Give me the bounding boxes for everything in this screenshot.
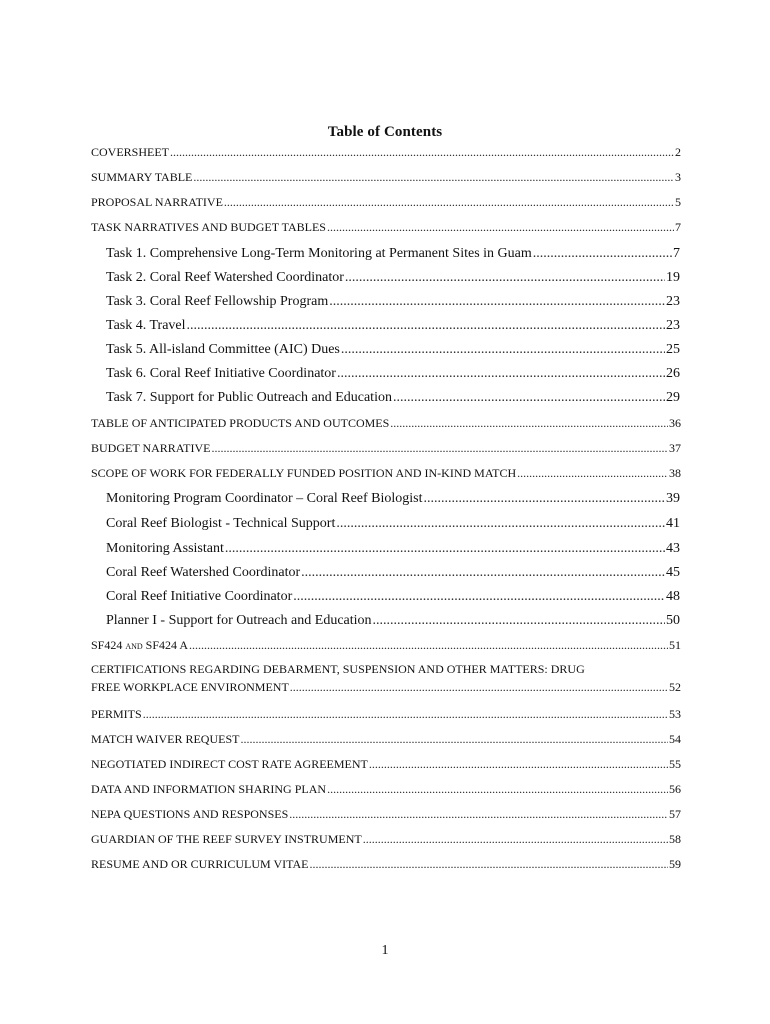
toc-entry-label: TABLE OF ANTICIPATED PRODUCTS AND OUTCOMES (91, 416, 390, 430)
toc-entry-label: Task 3. Coral Reef Fellowship Program (106, 294, 329, 309)
toc-entry-page: 58 (669, 832, 681, 846)
toc-entry-label: PROPOSAL NARRATIVE (91, 195, 223, 209)
toc-entry-watershed-coordinator[interactable] (106, 565, 680, 581)
toc-entry-label: NEGOTIATED INDIRECT COST RATE AGREEMENT (91, 757, 368, 771)
toc-entry-page: 19 (666, 270, 680, 285)
toc-entry-label: DATA AND INFORMATION SHARING PLAN (91, 782, 327, 796)
toc-entry-task-6[interactable] (106, 366, 680, 382)
toc-entry-label: SUMMARY TABLE (91, 170, 193, 184)
dot-leader (170, 145, 674, 160)
dot-leader (517, 466, 668, 481)
toc-entry-summary-table[interactable] (91, 170, 681, 185)
toc-entry-monitoring-assistant[interactable] (106, 541, 680, 557)
toc-entry-page: 55 (669, 757, 681, 771)
toc-entry-resume[interactable] (91, 857, 681, 872)
dot-leader (329, 294, 665, 310)
toc-entry-label: Task 6. Coral Reef Initiative Coordinator (106, 366, 336, 381)
toc-entry-label: Task 2. Coral Reef Watershed Coordinator (106, 270, 344, 285)
toc-entry-page: 53 (669, 707, 681, 721)
toc-entry-page: 51 (669, 638, 681, 652)
dot-leader (240, 732, 668, 747)
dot-leader (369, 757, 668, 772)
toc-entry-page: 7 (675, 220, 681, 234)
toc-entry-sf424[interactable] (91, 638, 681, 653)
toc-entry-task-7[interactable] (106, 390, 680, 406)
toc-entry-guardian-survey[interactable] (91, 832, 681, 847)
dot-leader (327, 782, 668, 797)
toc-entry-label: PERMITS (91, 707, 142, 721)
dot-leader (301, 565, 665, 581)
toc-entry-match-waiver[interactable] (91, 732, 681, 747)
toc-entry-page: 37 (669, 441, 681, 455)
dot-leader (341, 342, 665, 358)
toc-entry-page: 43 (666, 541, 680, 556)
toc-entry-page: 2 (675, 145, 681, 159)
toc-entry-label: Task 5. All-island Committee (AIC) Dues (106, 342, 340, 357)
dot-leader (289, 807, 668, 822)
dot-leader (393, 390, 665, 406)
toc-entry-label: FREE WORKPLACE ENVIRONMENT (91, 680, 289, 694)
dot-leader (327, 220, 674, 235)
toc-entry-monitoring-program-coordinator[interactable] (106, 491, 680, 507)
toc-entry-page: 23 (666, 294, 680, 309)
toc-entry-planner-i[interactable] (106, 613, 680, 629)
toc-entry-page: 52 (669, 680, 681, 694)
toc-entry-page: 56 (669, 782, 681, 796)
toc-entry-label: Task 4. Travel (106, 318, 186, 333)
toc-entry-anticipated-products[interactable] (91, 416, 681, 431)
toc-entry-task-1[interactable] (106, 246, 680, 262)
dot-leader (373, 613, 665, 629)
toc-entry-label: RESUME AND OR CURRICULUM VITAE (91, 857, 309, 871)
toc-entry-page: 54 (669, 732, 681, 746)
toc-entry-permits[interactable] (91, 707, 681, 722)
toc-entry-label: Coral Reef Initiative Coordinator (106, 589, 293, 604)
toc-entry-technical-support[interactable] (106, 516, 680, 532)
toc-entry-label-line1: CERTIFICATIONS REGARDING DEBARMENT, SUSPENSION AND OTHER MATTERS: DRUG (91, 662, 585, 676)
dot-leader (224, 195, 674, 210)
dot-leader (187, 318, 665, 334)
toc-entry-proposal-narrative[interactable] (91, 195, 681, 210)
dot-leader (293, 589, 665, 605)
dot-leader (337, 366, 665, 382)
toc-entry-task-4[interactable] (106, 318, 680, 334)
dot-leader (189, 638, 668, 653)
toc-entry-page: 3 (675, 170, 681, 184)
toc-entry-line2 (91, 680, 681, 695)
dot-leader (424, 491, 665, 507)
toc-entry-label: Task 1. Comprehensive Long-Term Monitoring at Permanent Sites in Guam (106, 246, 532, 261)
toc-entry-label: Task 7. Support for Public Outreach and Education (106, 390, 392, 405)
toc-entry-page: 48 (666, 589, 680, 604)
toc-entry-page: 45 (666, 565, 680, 580)
toc-entry-label: BUDGET NARRATIVE (91, 441, 211, 455)
toc-entry-page: 38 (669, 466, 681, 480)
toc-entry-task-2[interactable] (106, 270, 680, 286)
toc-entry-label: Monitoring Assistant (106, 541, 224, 556)
toc-entry-page: 41 (666, 516, 680, 531)
toc-entry-certifications[interactable] (91, 662, 681, 695)
dot-leader (363, 832, 668, 847)
toc-entry-label: Coral Reef Watershed Coordinator (106, 565, 301, 580)
toc-entry-page: 25 (666, 342, 680, 357)
dot-leader (211, 441, 668, 456)
dot-leader (336, 516, 665, 532)
toc-entry-page: 5 (675, 195, 681, 209)
toc-entry-label: Coral Reef Biologist - Technical Support (106, 516, 336, 531)
toc-entry-indirect-cost[interactable] (91, 757, 681, 772)
dot-leader (390, 416, 668, 431)
toc-entry-label: SCOPE OF WORK FOR FEDERALLY FUNDED POSITION AND IN-KIND MATCH (91, 466, 517, 480)
toc-entry-data-sharing[interactable] (91, 782, 681, 797)
toc-entry-label: NEPA QUESTIONS AND RESPONSES (91, 807, 289, 821)
toc-entry-page: 50 (666, 613, 680, 628)
dot-leader (345, 270, 665, 286)
toc-entry-task-narratives[interactable] (91, 220, 681, 235)
toc-entry-page: 36 (669, 416, 681, 430)
toc-entry-task-3[interactable] (106, 294, 680, 310)
toc-entry-page: 29 (666, 390, 680, 405)
toc-entry-page: 7 (673, 246, 680, 261)
toc-entry-label: MATCH WAIVER REQUEST (91, 732, 240, 746)
toc-entry-initiative-coordinator[interactable] (106, 589, 680, 605)
toc-entry-nepa[interactable] (91, 807, 681, 822)
toc-entry-page: 23 (666, 318, 680, 333)
toc-entry-page: 57 (669, 807, 681, 821)
page-number: 1 (381, 943, 389, 958)
dot-leader (225, 541, 665, 557)
toc-entry-coversheet[interactable] (91, 145, 681, 160)
toc-entry-label: Monitoring Program Coordinator – Coral Reef Biologist (106, 491, 423, 506)
toc-entry-label: Planner I - Support for Outreach and Education (106, 613, 372, 628)
dot-leader (143, 707, 668, 722)
toc-entry-page: 39 (666, 491, 680, 506)
toc-entry-page: 59 (669, 857, 681, 871)
dot-leader (533, 246, 672, 262)
toc-entry-task-5[interactable] (106, 342, 680, 358)
toc-entry-scope-of-work[interactable] (91, 466, 681, 481)
dot-leader (193, 170, 674, 185)
toc-entry-page: 26 (666, 366, 680, 381)
toc-entry-label: GUARDIAN OF THE REEF SURVEY INSTRUMENT (91, 832, 362, 846)
dot-leader (290, 680, 668, 695)
dot-leader (310, 857, 669, 872)
toc-entry-label: COVERSHEET (91, 145, 169, 159)
toc-entry-label: SF424 and SF424 A (91, 638, 189, 652)
toc-title: Table of Contents (327, 124, 443, 140)
toc-entry-budget-narrative[interactable] (91, 441, 681, 456)
toc-entry-label: TASK NARRATIVES AND BUDGET TABLES (91, 220, 326, 234)
